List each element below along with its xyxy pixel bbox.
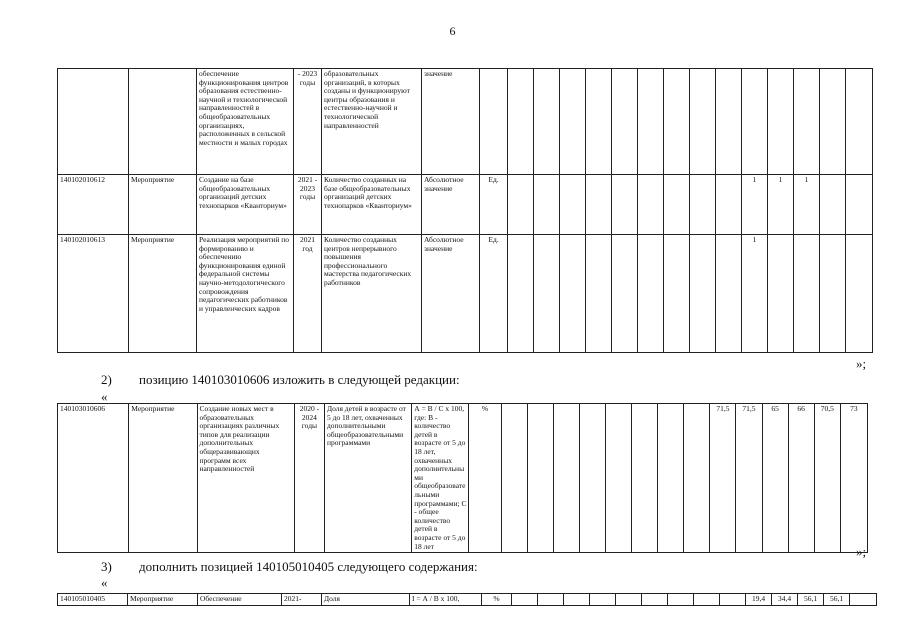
code-cell: 140103010606 xyxy=(58,404,129,553)
value-cell xyxy=(820,235,846,353)
type-cell: Мероприятие xyxy=(129,235,197,353)
code-cell: 140102010613 xyxy=(58,235,129,353)
value-cell xyxy=(716,69,742,175)
value-cell xyxy=(508,69,534,175)
indicator-cell: Доля xyxy=(322,594,410,606)
value-cell xyxy=(664,175,690,235)
value-cell xyxy=(612,235,638,353)
type-cell xyxy=(129,69,197,175)
value-cell: 70,5 xyxy=(814,404,840,553)
value-cell xyxy=(586,175,612,235)
value-cell xyxy=(560,175,586,235)
value-cell: 56,1 xyxy=(824,594,850,606)
value-cell xyxy=(850,594,877,606)
closing-quote: »; xyxy=(856,356,867,371)
indicator-cell: образовательных организаций, в которых созданы и функционируют центры образования и естественно-научной и технологической направленностей xyxy=(322,69,422,175)
value-cell xyxy=(664,235,690,353)
value-cell: 71,5 xyxy=(736,404,762,553)
opening-quote: « xyxy=(101,389,108,404)
value-cell: 73 xyxy=(840,404,867,553)
value-cell xyxy=(684,404,710,553)
value-cell xyxy=(508,235,534,353)
formula-cell: А = В / С х 100, где: В - количество детей в возрасте от 5 до 18 лет, охваченных дополнительными общеобразовательными программами; С - общее количество детей в возрасте от 5 до 18 лет xyxy=(412,404,469,553)
item-2-text: позицию 140103010606 изложить в следующей редакции: xyxy=(139,372,460,387)
indicators-table-continued xyxy=(57,68,873,353)
value-cell xyxy=(690,235,716,353)
unit-cell xyxy=(480,69,508,175)
value-cell xyxy=(553,404,579,553)
value-cell xyxy=(534,175,560,235)
value-cell xyxy=(579,404,605,553)
value-type-cell: значение xyxy=(422,69,480,175)
unit-cell: Ед. xyxy=(480,175,508,235)
value-cell xyxy=(668,594,694,606)
value-cell xyxy=(716,235,742,353)
closing-quote: »; xyxy=(856,544,867,559)
indicator-cell: Количество созданных на базе общеобразовательных организаций детских технопарков «Кванториум» xyxy=(322,175,422,235)
value-cell xyxy=(846,175,873,235)
indicator-cell: Доля детей в возрасте от 5 до 18 лет, охваченных дополнительными общеобразовательными программами xyxy=(324,404,411,553)
value-cell xyxy=(612,175,638,235)
name-cell: Реализация мероприятий по формированию и обеспечению функционирования единой федеральной системы научно-методологического сопровождения педагогических работников и управленческих кадров xyxy=(197,235,294,353)
unit-cell: % xyxy=(469,404,501,553)
value-cell xyxy=(794,69,820,175)
value-cell xyxy=(768,235,794,353)
value-cell: 71,5 xyxy=(710,404,736,553)
value-cell xyxy=(538,594,564,606)
opening-quote: « xyxy=(101,575,108,590)
value-cell xyxy=(638,69,664,175)
name-cell: Обеспечение xyxy=(198,594,282,606)
value-cell xyxy=(768,69,794,175)
value-cell xyxy=(534,235,560,353)
position-140105010405-table xyxy=(57,593,877,606)
value-cell xyxy=(564,594,590,606)
table-row xyxy=(58,235,873,353)
formula-cell: I = А / В х 100, xyxy=(410,594,482,606)
value-type-cell: Абсолютное значение xyxy=(422,235,480,353)
item-3-number: 3) xyxy=(101,559,112,574)
value-cell xyxy=(586,69,612,175)
value-cell xyxy=(820,175,846,235)
name-cell: Создание на базе общеобразовательных организаций детских технопарков «Кванториум» xyxy=(197,175,294,235)
value-cell xyxy=(690,69,716,175)
value-cell xyxy=(820,69,846,175)
value-cell xyxy=(720,594,746,606)
value-cell: 65 xyxy=(762,404,788,553)
value-cell xyxy=(605,404,631,553)
value-cell: 56,1 xyxy=(798,594,824,606)
period-cell: 2020 - 2024 годы xyxy=(294,404,324,553)
position-140103010606-table xyxy=(57,403,868,553)
page-number: 6 xyxy=(449,24,456,38)
value-cell xyxy=(846,69,873,175)
value-cell xyxy=(658,404,684,553)
unit-cell: % xyxy=(482,594,512,606)
period-cell: 2021 год xyxy=(294,235,322,353)
type-cell: Мероприятие xyxy=(128,594,198,606)
value-cell: 66 xyxy=(788,404,814,553)
value-cell xyxy=(742,69,768,175)
code-cell: 140105010405 xyxy=(58,594,128,606)
value-cell xyxy=(512,594,538,606)
value-cell: 19,4 xyxy=(746,594,772,606)
value-cell xyxy=(501,404,527,553)
value-cell xyxy=(508,175,534,235)
value-cell xyxy=(694,594,720,606)
name-cell: Создание новых мест в образовательных организациях различных типов для реализации дополнительных общеразвивающих программ всех направленностей xyxy=(197,404,294,553)
value-cell xyxy=(690,175,716,235)
unit-cell: Ед. xyxy=(480,235,508,353)
value-cell xyxy=(560,69,586,175)
value-cell: 1 xyxy=(794,175,820,235)
value-cell xyxy=(664,69,690,175)
value-cell xyxy=(534,69,560,175)
value-cell xyxy=(527,404,553,553)
value-cell xyxy=(794,235,820,353)
value-cell: 1 xyxy=(768,175,794,235)
table-row xyxy=(58,594,877,606)
value-cell xyxy=(642,594,668,606)
item-3-text: дополнить позицией 140105010405 следующего содержания: xyxy=(139,559,478,574)
code-cell: 140102010612 xyxy=(58,175,129,235)
value-cell xyxy=(716,175,742,235)
item-2-number: 2) xyxy=(101,372,112,387)
value-cell xyxy=(560,235,586,353)
indicator-cell: Количество созданных центров непрерывного повышения профессионального мастерства педагогических работников xyxy=(322,235,422,353)
value-cell: 1 xyxy=(742,235,768,353)
period-cell: 2021- xyxy=(282,594,322,606)
value-cell xyxy=(638,175,664,235)
table-row xyxy=(58,175,873,235)
value-cell xyxy=(590,594,616,606)
value-cell xyxy=(586,235,612,353)
type-cell: Мероприятие xyxy=(129,175,197,235)
value-type-cell: Абсолютное значение xyxy=(422,175,480,235)
value-cell: 1 xyxy=(742,175,768,235)
code-cell xyxy=(58,69,129,175)
table-row xyxy=(58,404,868,553)
value-cell xyxy=(632,404,658,553)
value-cell: 34,4 xyxy=(772,594,798,606)
value-cell xyxy=(846,235,873,353)
value-cell xyxy=(616,594,642,606)
value-cell xyxy=(638,235,664,353)
table-row xyxy=(58,69,873,175)
value-cell xyxy=(612,69,638,175)
type-cell: Мероприятие xyxy=(129,404,197,553)
period-cell: - 2023 годы xyxy=(294,69,322,175)
name-cell: обеспечение функционирования центров образования естественно-научной и технологической направленностей в общеобразовательных организациях, расположенных в сельской местности и малых городах xyxy=(197,69,294,175)
period-cell: 2021 - 2023 годы xyxy=(294,175,322,235)
